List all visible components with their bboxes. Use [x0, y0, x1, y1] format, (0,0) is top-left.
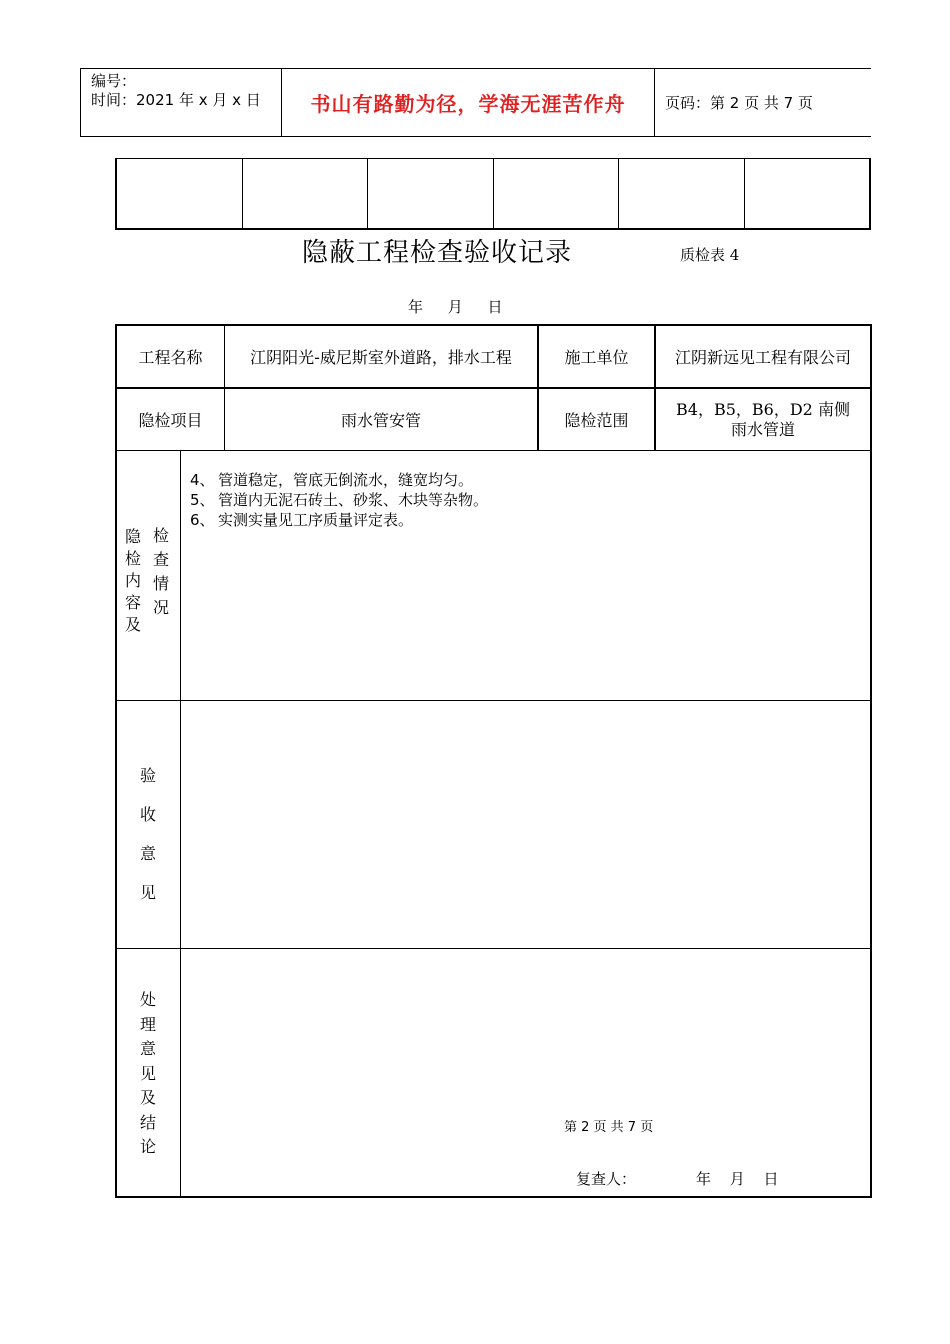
blank-cell — [745, 159, 870, 228]
blank-cell — [494, 159, 620, 228]
blank-cell — [117, 159, 243, 228]
col-divider — [180, 451, 181, 1198]
blank-cell — [619, 159, 745, 228]
list-item — [190, 490, 488, 510]
blank-table-row — [115, 158, 871, 230]
time-label: 时间：2021 年 x 月 x 日 — [91, 91, 261, 109]
inspection-item-value: 雨水管安管 — [340, 411, 421, 430]
date-line: 年 月 日 — [408, 298, 503, 316]
page-footer: 第 2 页 共 7 页 — [564, 1120, 654, 1135]
header-page-cell — [655, 69, 871, 136]
header-motto-cell — [282, 69, 655, 136]
scope-line-2: 雨水管道 — [730, 419, 795, 439]
reviewer-date: 年 月 日 — [696, 1170, 779, 1188]
handling-label: 处理意见及结论 — [139, 990, 156, 1156]
contractor-value: 江阴新远见工程有限公司 — [674, 348, 851, 367]
inspection-scope-label: 隐检范围 — [564, 411, 629, 430]
item-number: 4、 — [190, 471, 215, 489]
inspection-scope-value — [656, 389, 870, 450]
project-name-value: 江阴阳光-威尼斯室外道路，排水工程 — [250, 348, 512, 367]
form-title: 隐蔽工程检查验收记录 — [302, 238, 573, 268]
blank-cell — [243, 159, 369, 228]
content-label-col2: 检查情况 — [152, 526, 169, 617]
item-text: 管道内无泥石砖土、砂浆、木块等杂物。 — [218, 491, 489, 509]
content-items-list — [190, 470, 488, 530]
list-item — [190, 510, 488, 530]
page-header — [80, 68, 871, 137]
project-name-label: 工程名称 — [138, 348, 203, 367]
blank-cell — [368, 159, 494, 228]
contractor-label: 施工单位 — [564, 348, 629, 367]
row-divider — [117, 450, 870, 451]
content-label-col1: 隐检内容及 — [124, 527, 141, 634]
row-divider — [117, 948, 870, 949]
list-item — [190, 470, 488, 490]
item-text: 管道稳定，管底无倒流水，缝宽均匀。 — [218, 471, 474, 489]
reviewer-label: 复查人： — [576, 1170, 637, 1188]
page-code: 页码：第 2 页 共 7 页 — [665, 93, 813, 112]
item-text: 实测实量见工序质量评定表。 — [218, 511, 414, 529]
scope-line-1: B4，B5，B6，D2 南侧 — [676, 399, 850, 419]
item-number: 5、 — [190, 491, 215, 509]
inspection-table — [115, 324, 872, 1198]
header-meta — [81, 69, 282, 136]
form-number: 质检表 4 — [680, 246, 740, 264]
acceptance-label: 验收意见 — [139, 766, 156, 902]
inspection-item-label: 隐检项目 — [138, 411, 203, 430]
motto-text: 书山有路勤为径，学海无涯苦作舟 — [310, 92, 626, 116]
row-divider — [117, 700, 870, 701]
serial-label: 编号： — [91, 72, 137, 90]
item-number: 6、 — [190, 511, 215, 529]
